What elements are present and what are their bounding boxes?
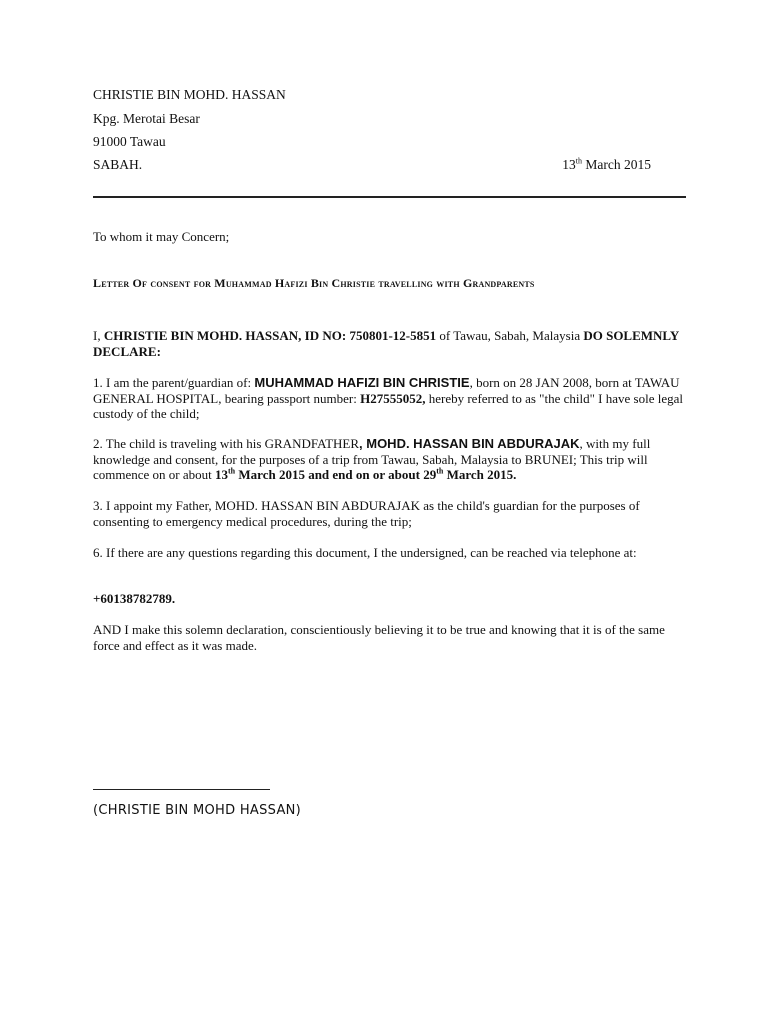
header-divider (93, 196, 686, 198)
salutation: To whom it may Concern; (93, 229, 230, 244)
end-rest: March 2015. (443, 467, 517, 482)
passport-number: H27555052, (360, 390, 426, 406)
para2-prefix: 2. The child is traveling with his GRANDFATHER (93, 436, 360, 451)
sender-address-line1: Kpg. Merotai Besar (93, 111, 200, 126)
para1-suffix: hereby referred to as "the child" I have sole legal custody of the child; (93, 390, 683, 421)
date-day: 13 (562, 157, 576, 172)
sender-name: CHRISTIE BIN MOHD. HASSAN (93, 87, 286, 102)
date-rest: March 2015 (585, 157, 651, 172)
paragraph-1 (93, 375, 686, 422)
signatory-name: (CHRISTIE BIN MOHD HASSAN) (93, 803, 302, 818)
sender-address-line3-row (93, 157, 651, 173)
start-suffix: th (228, 466, 236, 476)
para1-prefix: 1. I am the parent/guardian of: (93, 375, 255, 390)
end-suffix: th (436, 466, 444, 476)
start-rest: March 2015 and end on or about 29 (235, 467, 437, 482)
paragraph-2 (93, 436, 686, 483)
sender-address-line2: 91000 Tawau (93, 134, 166, 149)
subject-line: Letter Of consent for Muhammad Hafizi Bin Christie travelling with Grandparents (93, 276, 535, 290)
date-suffix: th (575, 156, 583, 166)
letter-page (93, 0, 686, 1024)
paragraph-6: 6. If there are any questions regarding this document, I the undersigned, can be reached via telephone at: (93, 545, 637, 560)
letter-date (562, 157, 651, 173)
paragraph-3: 3. I appoint my Father, MOHD. HASSAN BIN ABDURAJAK as the child's guardian for the purposes of consenting to emergency medical procedures, during the trip; (93, 498, 640, 529)
closing-paragraph: AND I make this solemn declaration, conscientiously believing it to be true and knowing that it is of the same force and effect as it was made. (93, 622, 665, 653)
declaration-middle: of Tawau, Sabah, Malaysia (436, 328, 584, 343)
declarant-id: , ID NO: 750801-12-5851 (298, 328, 437, 343)
declaration-statement: DO SOLEMNLY DECLARE: (93, 328, 679, 359)
child-name: MUHAMMAD HAFIZI BIN CHRISTIE (254, 375, 470, 390)
para1-middle: , born on 28 JAN 2008, born at TAWAU GENERAL HOSPITAL, bearing passport number: (93, 375, 680, 406)
phone-number: +60138782789. (93, 591, 176, 606)
grandfather-name: , MOHD. HASSAN BIN ABDURAJAK (359, 436, 580, 451)
declaration-prefix: I, (93, 328, 104, 343)
declarant-name: CHRISTIE BIN MOHD. HASSAN (103, 328, 299, 343)
signature-line (93, 789, 270, 790)
para2-middle: , with my full knowledge and consent, for the purposes of a trip from Tawau, Sabah, Malaysia to BRUNEI; This trip will commence on or about (93, 436, 651, 482)
declaration-paragraph (93, 328, 686, 359)
trip-dates (215, 467, 516, 482)
start-day: 13 (215, 467, 229, 482)
sender-address-line3: SABAH. (93, 157, 143, 172)
